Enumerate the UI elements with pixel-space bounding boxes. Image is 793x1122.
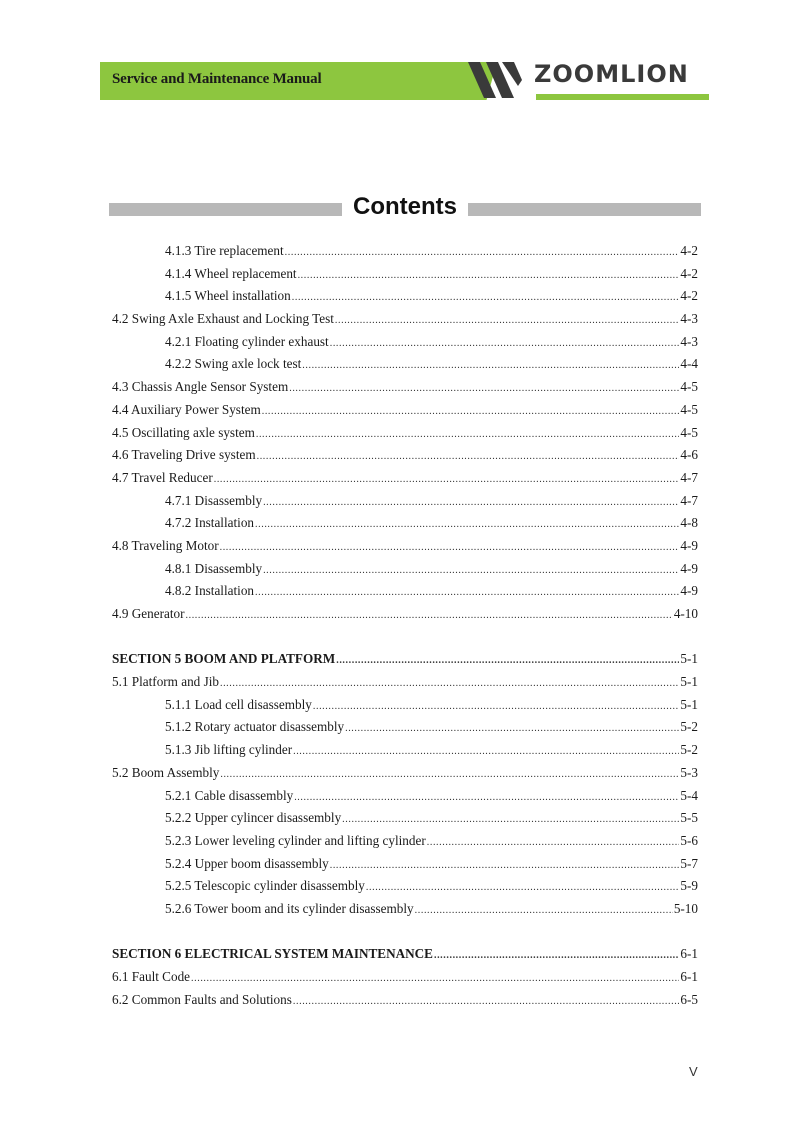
toc-dot-leader [298, 270, 680, 281]
toc-page: 5-3 [680, 764, 698, 780]
toc-page: 5-2 [680, 719, 698, 735]
toc-label: 5.1 Platform and Jib [112, 674, 219, 690]
toc-dot-leader [294, 792, 679, 803]
toc-row[interactable] [112, 697, 698, 720]
toc-gap [112, 629, 698, 652]
manual-title: Service and Maintenance Manual [112, 71, 322, 87]
toc-label: 4.2 Swing Axle Exhaust and Locking Test [112, 311, 334, 327]
toc-dot-leader [434, 950, 679, 961]
toc-row[interactable] [112, 765, 698, 788]
toc-page: 5-5 [680, 810, 698, 826]
toc-row[interactable] [112, 334, 698, 357]
toc-page: 4-7 [680, 469, 698, 485]
logo-underline [536, 94, 709, 100]
toc-page: 4-6 [680, 447, 698, 463]
toc-row[interactable] [112, 833, 698, 856]
toc-dot-leader [191, 973, 679, 984]
toc-dot-leader [285, 247, 680, 258]
toc-dot-leader [220, 769, 679, 780]
toc-page: 4-3 [680, 333, 698, 349]
toc-label: 6.1 Fault Code [112, 969, 191, 984]
toc-label: 5.2.4 Upper boom disassembly [165, 855, 329, 871]
toc-row[interactable] [112, 311, 698, 334]
toc-row[interactable] [112, 788, 698, 811]
toc-row[interactable] [112, 606, 698, 629]
toc-label: 5.2.5 Telescopic cylinder disassembly [165, 878, 365, 894]
toc-row[interactable] [112, 810, 698, 833]
toc-dot-leader [256, 429, 680, 440]
toc-row[interactable] [112, 856, 698, 879]
toc-label: 5.2.1 Cable disassembly [165, 787, 294, 803]
toc-row[interactable] [112, 878, 698, 901]
toc-section-row[interactable] [112, 651, 698, 674]
toc-page: 4-2 [680, 265, 698, 281]
toc-row[interactable] [112, 266, 698, 289]
toc-label: 4.5 Oscillating axle system [112, 424, 255, 440]
toc-page: 4-9 [680, 583, 698, 599]
toc-page: 4-2 [680, 243, 698, 258]
toc-dot-leader [366, 882, 680, 893]
toc-label: 4.7 Travel Reducer [112, 469, 213, 485]
toc-label: 5.1.1 Load cell disassembly [165, 696, 312, 712]
toc-section-row[interactable] [112, 946, 698, 969]
toc-row[interactable] [112, 719, 698, 742]
toc-dot-leader [345, 723, 679, 734]
toc-page: 4-9 [680, 560, 698, 576]
toc-page: 4-5 [680, 424, 698, 440]
toc-row[interactable] [112, 493, 698, 516]
toc-page: 4-2 [680, 288, 698, 304]
toc-page: 5-1 [680, 696, 698, 712]
toc-gap [112, 924, 698, 947]
toc-dot-leader [186, 610, 673, 621]
toc-label: 6.2 Common Faults and Solutions [112, 991, 292, 1007]
toc-page: 6-1 [680, 969, 698, 984]
toc-dot-leader [257, 451, 680, 462]
toc-row[interactable] [112, 901, 698, 924]
toc-row[interactable] [112, 402, 698, 425]
toc-page: 5-1 [680, 674, 698, 690]
toc-label: 4.8.1 Disassembly [165, 560, 263, 576]
toc-label: 4.1.4 Wheel replacement [165, 265, 297, 281]
toc-label: 5.1.3 Jib lifting cylinder [165, 742, 293, 758]
toc-page: 5-2 [680, 742, 698, 758]
toc-dot-leader [255, 587, 679, 598]
toc-page: 6-1 [680, 946, 698, 962]
toc-row[interactable] [112, 288, 698, 311]
toc-row[interactable] [112, 969, 698, 992]
toc-row[interactable] [112, 470, 698, 493]
toc-label: SECTION 5 BOOM AND PLATFORM [112, 651, 336, 667]
toc-label: 5.2 Boom Assembly [112, 764, 220, 780]
toc-dot-leader [335, 315, 680, 326]
toc-label: 4.6 Traveling Drive system [112, 447, 256, 463]
toc-page: 4-5 [680, 379, 698, 395]
toc-dot-leader [313, 701, 680, 712]
toc-page: 6-5 [680, 991, 698, 1007]
toc-page: 5-1 [680, 651, 698, 667]
toc-page: 5-6 [680, 832, 698, 848]
toc-page: 5-4 [680, 787, 698, 803]
toc-row[interactable] [112, 425, 698, 448]
toc-page: 4-8 [680, 515, 698, 531]
toc-dot-leader [336, 655, 679, 666]
toc-dot-leader [330, 860, 680, 871]
toc-dot-leader [292, 292, 680, 303]
toc-row[interactable] [112, 583, 698, 606]
toc-page: 4-3 [680, 311, 698, 327]
toc-dot-leader [263, 565, 679, 576]
toc-dot-leader [263, 497, 679, 508]
toc-label: 4.1.3 Tire replacement [165, 243, 284, 258]
toc-row[interactable] [112, 447, 698, 470]
toc-page: 5-9 [680, 878, 698, 894]
toc-dot-leader [427, 837, 680, 848]
toc-label: 4.2.1 Floating cylinder exhaust [165, 333, 329, 349]
toc-label: 5.2.6 Tower boom and its cylinder disassembly [165, 900, 414, 916]
toc-dot-leader [293, 746, 679, 757]
contents-rule-right [468, 203, 701, 216]
toc-label: 4.7.2 Installation [165, 515, 255, 531]
toc-dot-leader [293, 996, 680, 1007]
toc-label: 5.1.2 Rotary actuator disassembly [165, 719, 345, 735]
toc-dot-leader [262, 406, 680, 417]
toc-page: 4-5 [680, 401, 698, 417]
toc-page: 5-7 [680, 855, 698, 871]
contents-title: Contents [353, 193, 457, 220]
toc-dot-leader [330, 338, 680, 349]
toc-label: 4.9 Generator [112, 606, 185, 621]
toc-row[interactable] [112, 992, 698, 1015]
toc-row[interactable] [112, 561, 698, 584]
toc-row[interactable] [112, 243, 698, 266]
brand-logo-text: ZOOMLION [534, 60, 689, 88]
toc-dot-leader [289, 383, 679, 394]
toc-page: 4-10 [673, 606, 698, 621]
toc-row[interactable] [112, 356, 698, 379]
toc-row[interactable] [112, 742, 698, 765]
toc-row[interactable] [112, 538, 698, 561]
contents-rule-left [109, 203, 342, 216]
toc-dot-leader [220, 542, 680, 553]
toc-row[interactable] [112, 379, 698, 402]
toc-label: 4.7.1 Disassembly [165, 492, 263, 508]
toc-dot-leader [302, 360, 679, 371]
toc-label: 4.8.2 Installation [165, 583, 255, 599]
toc-row[interactable] [112, 674, 698, 697]
toc-dot-leader [220, 678, 679, 689]
toc-dot-leader [415, 905, 673, 916]
toc-label: SECTION 6 ELECTRICAL SYSTEM MAINTENANCE [112, 946, 433, 962]
toc-label: 5.2.3 Lower leveling cylinder and lifting cylinder [165, 832, 426, 848]
toc-label: 4.8 Traveling Motor [112, 537, 219, 553]
toc-dot-leader [214, 474, 680, 485]
toc-label: 4.2.2 Swing axle lock test [165, 356, 302, 372]
toc-page: 5-10 [673, 900, 698, 916]
toc-label: 4.4 Auxiliary Power System [112, 401, 261, 417]
toc-label: 4.1.5 Wheel installation [165, 288, 291, 304]
toc-page: 4-7 [680, 492, 698, 508]
toc-page: 4-4 [680, 356, 698, 372]
table-of-contents [112, 243, 698, 1014]
toc-dot-leader [255, 519, 679, 530]
toc-label: 5.2.2 Upper cylincer disassembly [165, 810, 342, 826]
page-number: V [689, 1064, 698, 1079]
toc-page: 4-9 [680, 537, 698, 553]
toc-row[interactable] [112, 515, 698, 538]
toc-label: 4.3 Chassis Angle Sensor System [112, 379, 289, 395]
toc-dot-leader [342, 814, 679, 825]
